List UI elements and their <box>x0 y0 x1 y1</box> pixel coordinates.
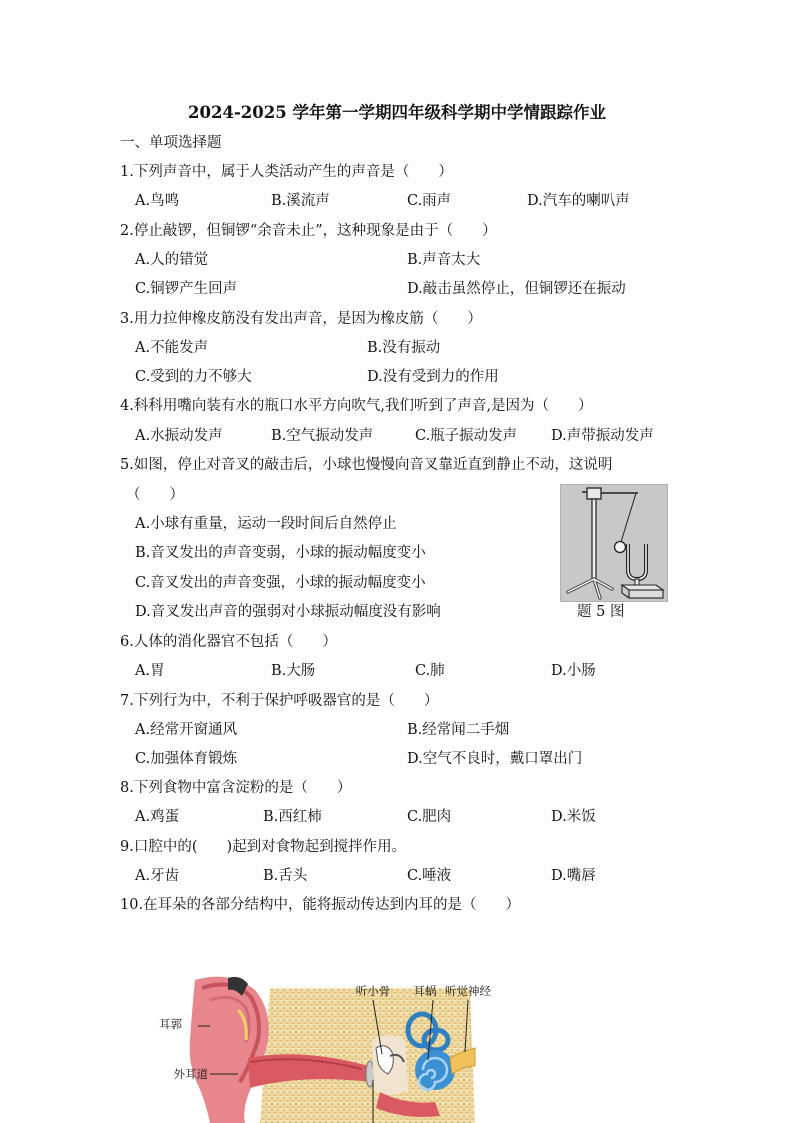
question-9-stem: 9.口腔中的( )起到对食物起到搅拌作用。 <box>120 839 407 855</box>
q4-option-c[interactable]: C.瓶子振动发声 <box>415 428 518 444</box>
question-7-stem: 7.下列行为中，不利于保护呼吸器官的是（ ） <box>120 693 439 709</box>
q2-option-c[interactable]: C.铜锣产生回声 <box>135 281 238 297</box>
q5-option-d[interactable]: D.音叉发出声音的强弱对小球振动幅度没有影响 <box>135 604 441 620</box>
q5-option-a[interactable]: A.小球有重量，运动一段时间后自然停止 <box>135 516 397 532</box>
question-10-stem: 10.在耳朵的各部分结构中，能将振动传达到内耳的是（ ） <box>120 897 521 913</box>
q1-option-d[interactable]: D.汽车的喇叭声 <box>527 193 630 209</box>
q7-option-d[interactable]: D.空气不良时，戴口罩出门 <box>407 751 583 767</box>
question-2-stem: 2.停止敲锣，但铜锣“余音未止”，这种现象是由于（ ） <box>120 223 497 239</box>
question-1-stem: 1.下列声音中，属于人类活动产生的声音是（ ） <box>120 164 453 180</box>
q7-option-c[interactable]: C.加强体育锻炼 <box>135 751 238 767</box>
q3-option-b[interactable]: B.没有振动 <box>367 340 441 356</box>
q8-option-a[interactable]: A.鸡蛋 <box>135 809 180 825</box>
q3-option-a[interactable]: A.不能发声 <box>135 340 209 356</box>
label-auditory-nerve: 听觉神经 <box>445 984 491 998</box>
q2-option-b[interactable]: B.声音太大 <box>407 252 481 268</box>
q6-option-d[interactable]: D.小肠 <box>551 663 596 679</box>
q3-option-d[interactable]: D.没有受到力的作用 <box>367 369 499 385</box>
label-ear-canal: 外耳道 <box>173 1067 208 1081</box>
question-4-stem: 4.科科用嘴向装有水的瓶口水平方向吹气,我们听到了声音,是因为（ ） <box>120 398 593 414</box>
q6-option-a[interactable]: A.胃 <box>135 663 165 679</box>
question-5-stem: 5.如图，停止对音叉的敲击后，小球也慢慢向音叉靠近直到静止不动，这说明 <box>120 457 613 473</box>
q1-option-b[interactable]: B.溪流声 <box>271 193 330 209</box>
q5-option-b[interactable]: B.音叉发出的声音变弱，小球的振动幅度变小 <box>135 545 426 561</box>
q4-option-a[interactable]: A.水振动发声 <box>135 428 223 444</box>
q2-option-d[interactable]: D.敲击虽然停止，但铜锣还在振动 <box>407 281 626 297</box>
question-3-stem: 3.用力拉伸橡皮筋没有发出声音，是因为橡皮筋（ ） <box>120 311 482 327</box>
tuning-fork-pendulum-figure <box>560 484 668 602</box>
q4-option-d[interactable]: D.声带振动发声 <box>551 428 654 444</box>
figure-5-caption: 题 5 图 <box>577 604 625 620</box>
q6-option-b[interactable]: B.大肠 <box>271 663 316 679</box>
label-ossicles: 听小骨 <box>355 984 391 998</box>
q8-option-d[interactable]: D.米饭 <box>551 809 596 825</box>
q9-option-c[interactable]: C.唾液 <box>407 868 452 884</box>
question-6-stem: 6.人体的消化器官不包括（ ） <box>120 634 337 650</box>
q8-option-c[interactable]: C.肥肉 <box>407 809 452 825</box>
q9-option-a[interactable]: A.牙齿 <box>135 868 180 884</box>
q7-option-a[interactable]: A.经常开窗通风 <box>135 722 238 738</box>
q1-option-a[interactable]: A.鸟鸣 <box>135 193 180 209</box>
label-cochlea: 耳蜗 <box>413 984 437 998</box>
section-heading: 一、单项选择题 <box>120 135 222 151</box>
q1-option-c[interactable]: C.雨声 <box>407 193 452 209</box>
q5-option-c[interactable]: C.音叉发出的声音变强，小球的振动幅度变小 <box>135 575 426 591</box>
q9-option-d[interactable]: D.嘴唇 <box>551 868 596 884</box>
q9-option-b[interactable]: B.舌头 <box>263 868 308 884</box>
q7-option-b[interactable]: B.经常闻二手烟 <box>407 722 510 738</box>
page-title: 2024-2025 学年第一学期四年级科学期中学情跟踪作业 <box>188 103 606 122</box>
question-5-stem-blank: （ ） <box>126 487 184 503</box>
label-auricle: 耳郭 <box>159 1017 182 1031</box>
q8-option-b[interactable]: B.西红柿 <box>263 809 322 825</box>
ear-anatomy-figure <box>150 970 495 1123</box>
q4-option-b[interactable]: B.空气振动发声 <box>271 428 374 444</box>
q3-option-c[interactable]: C.受到的力不够大 <box>135 369 252 385</box>
q6-option-c[interactable]: C.肺 <box>415 663 445 679</box>
q2-option-a[interactable]: A.人的错觉 <box>135 252 209 268</box>
question-8-stem: 8.下列食物中富含淀粉的是（ ） <box>120 780 352 796</box>
